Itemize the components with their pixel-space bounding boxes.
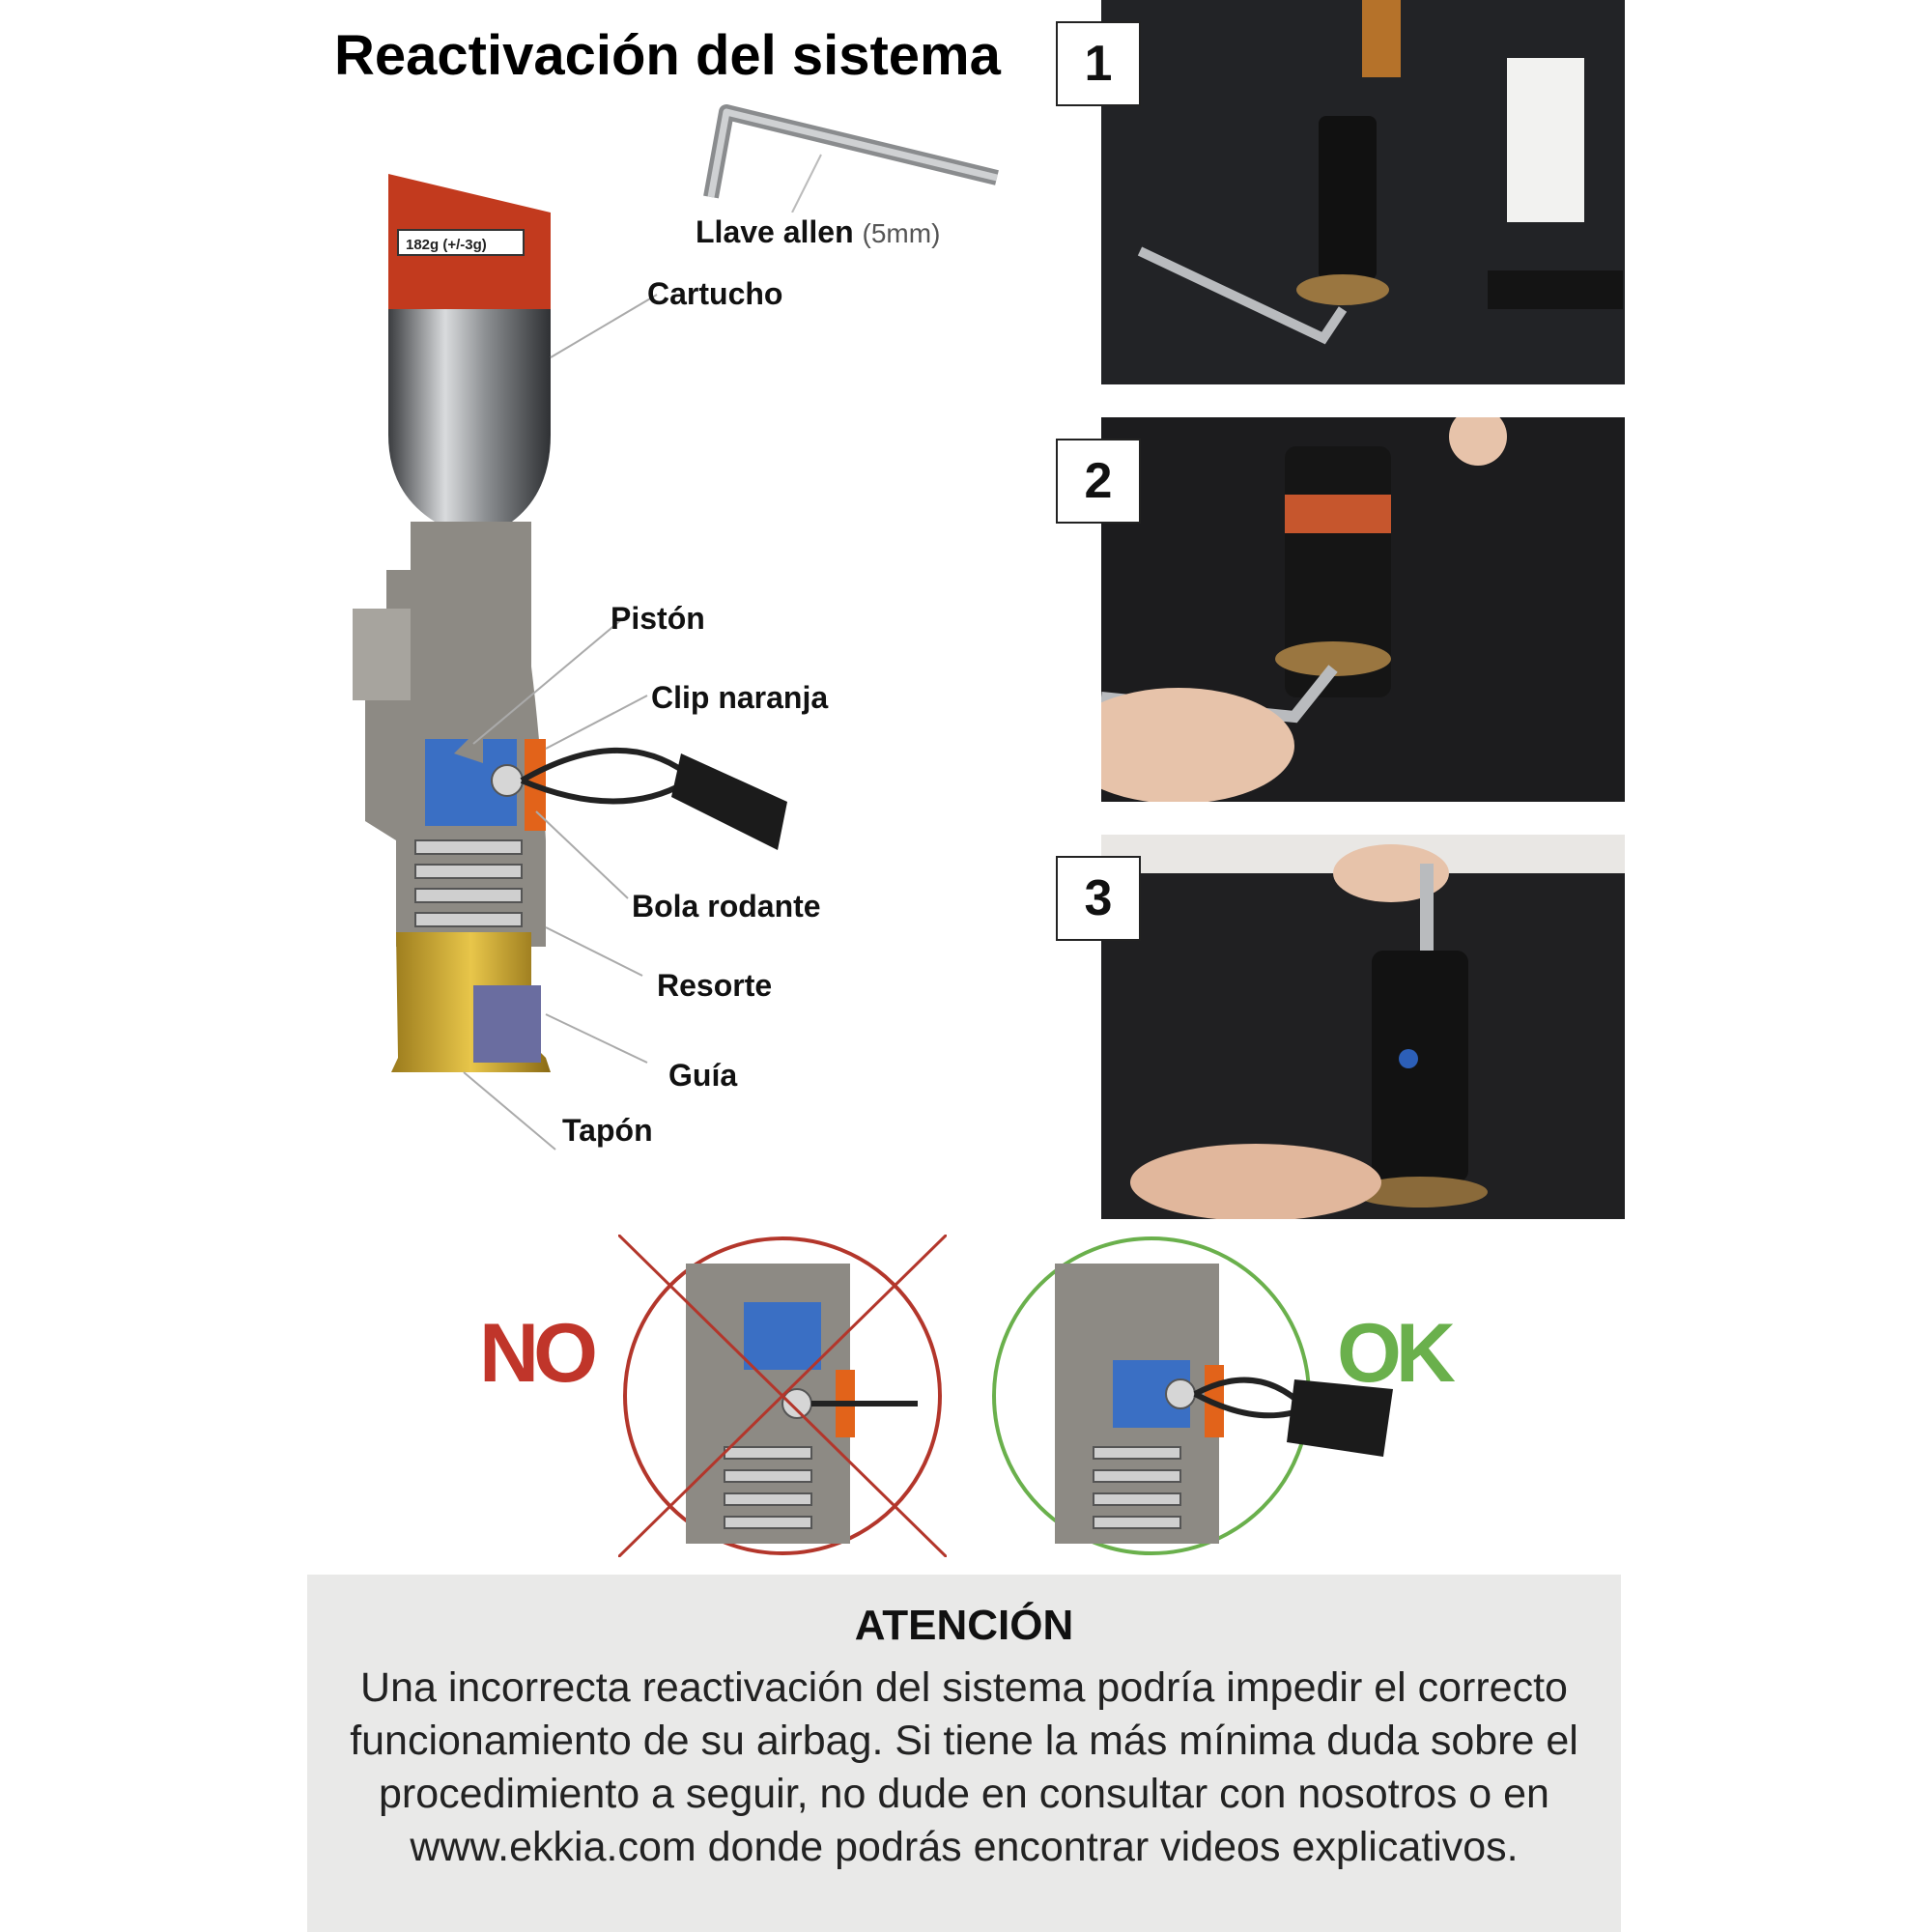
label-resorte: Resorte [657,968,773,1003]
label-tapon: Tapón [562,1113,653,1148]
label-guia: Guía [668,1058,738,1093]
step-1-photo [1101,0,1625,384]
page-title: Reactivación del sistema [334,24,1001,87]
allen-key-size: (5mm) [862,218,941,248]
label-clip-naranja: Clip naranja [651,680,829,715]
comparison-no-label: NO [479,1307,592,1400]
step-3-photo [1101,835,1625,1219]
step-2-number: 2 [1056,439,1141,524]
step-3-number: 3 [1056,856,1141,941]
allen-key-name: Llave allen [696,214,854,249]
label-bola-rodante: Bola rodante [632,889,821,923]
step-2-photo [1101,417,1625,802]
notice-body: Una incorrecta reactivación del sistema podría impedir el correcto funcionamiento de su airbag. Si tiene la más mínima duda sobre el procedimiento a seguir, no dude en consultar con nosotros o en www.ekkia.com donde podrás encontrar videos explicativos. [350,1664,1578,1870]
incorrect-install-illustration [618,1235,947,1557]
attention-notice [307,1575,1621,1932]
inflator-cutaway-diagram [328,145,908,1159]
label-piston: Pistón [611,601,705,636]
cartridge-weight-text: 182g (+/-3g) [406,237,487,253]
label-cartucho: Cartucho [647,276,783,311]
step-1-number: 1 [1056,21,1141,106]
notice-heading: ATENCIÓN [854,1602,1074,1649]
comparison-ok-label: OK [1337,1307,1450,1400]
